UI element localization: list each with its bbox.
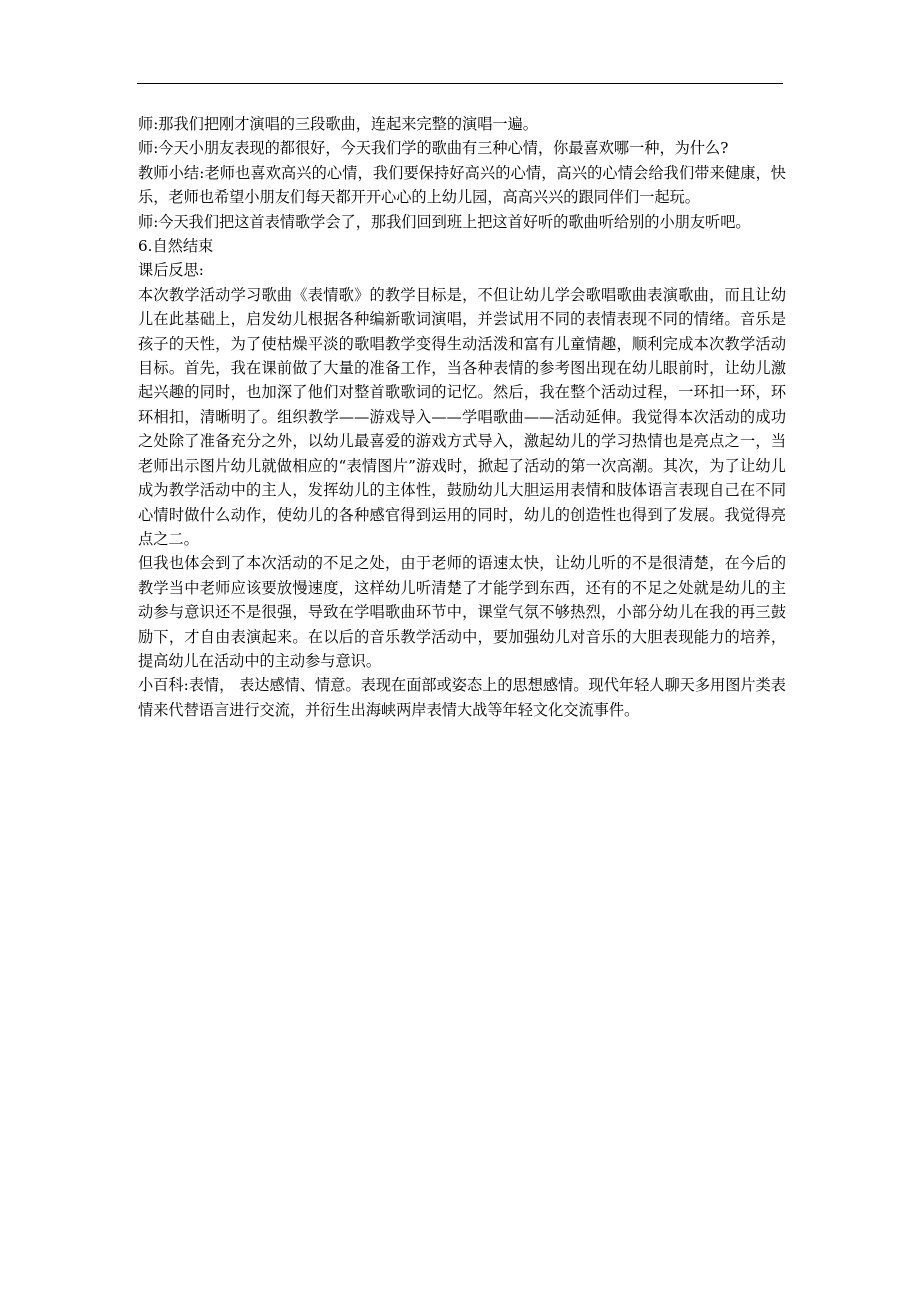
teacher-summary: 教师小结:老师也喜欢高兴的心情，我们要保持好高兴的心情，高兴的心情会给我们带来健康，快乐，老师也希望小朋友们每天都开开心心的上幼儿园，高高兴兴的跟同伴们一起玩。: [138, 163, 786, 207]
dialogue-line-1: 师:那我们把刚才演唱的三段歌曲，连起来完整的演唱一遍。: [138, 115, 538, 133]
section-heading-end: 6.自然结束: [138, 237, 214, 256]
dialogue-line-2: 师:今天小朋友表现的都很好，今天我们学的歌曲有三种心情，你最喜欢哪一种，为什么?: [138, 139, 729, 158]
reflection-paragraph-1: 本次教学活动学习歌曲《表情歌》的教学目标是，不但让幼儿学会歌唱歌曲表演歌曲，而且让幼儿在此基础上，启发幼儿根据各种编新歌词演唱，并尝试用不同的表情表现不同的情绪。音乐是孩子的天性，为了使枯燥平淡的歌唱教学变得生动活泼和富有儿童情趣，顺利完成本次教学活动目标。首先，我在课前做了大量的准备工作，当各种表情的参考图出现在幼儿眼前时，让幼儿激起兴趣的同时，也加深了他们对整首歌歌词的记忆。然后，我在整个活动过程，一环扣一环，环环相扣，清晰明了。组织教学——游戏导入——学唱歌曲——活动延伸。我觉得本次活动的成功之处除了准备充分之外，以幼儿最喜爱的游戏方式导入，激起幼儿的学习热情也是亮点之一，当老师出示图片幼儿就做相应的“表情图片”游戏时，掀起了活动的第一次高潮。其次，为了让幼儿成为教学活动中的主人，发挥幼儿的主体性，鼓励幼儿大胆运用表情和肢体语言表现自己在不同心情时做什么动作，使幼儿的各种感官得到运用的同时，幼儿的创造性也得到了发展。我觉得亮点之二。: [138, 285, 786, 548]
header-rule: [137, 83, 783, 84]
document-body: [138, 112, 786, 722]
dialogue-line-3: 师:今天我们把这首表情歌学会了，那我们回到班上把这首好听的歌曲听给别的小朋友听吧。: [138, 212, 751, 231]
reflection-paragraph-2: 但我也体会到了本次活动的不足之处，由于老师的语速太快，让幼儿听的不是很清楚，在今后的教学当中老师应该要放慢速度，这样幼儿听清楚了才能学到东西，还有的不足之处就是幼儿的主动参与意识还不是很强，导致在学唱歌曲环节中，课堂气氛不够热烈，小部分幼儿在我的再三鼓励下，才自由表演起来。在以后的音乐教学活动中，要加强幼儿对音乐的大胆表现能力的培养，提高幼儿在活动中的主动参与意识。: [138, 554, 786, 670]
reflection-heading: 课后反思:: [138, 261, 204, 280]
encyclopedia-note: 小百科:表情， 表达感情、情意。表现在面部或姿态上的思想感情。现代年轻人聊天多用图片类表情来代替语言进行交流，并衍生出海峡两岸表情大战等年轻文化交流事件。: [138, 676, 786, 719]
